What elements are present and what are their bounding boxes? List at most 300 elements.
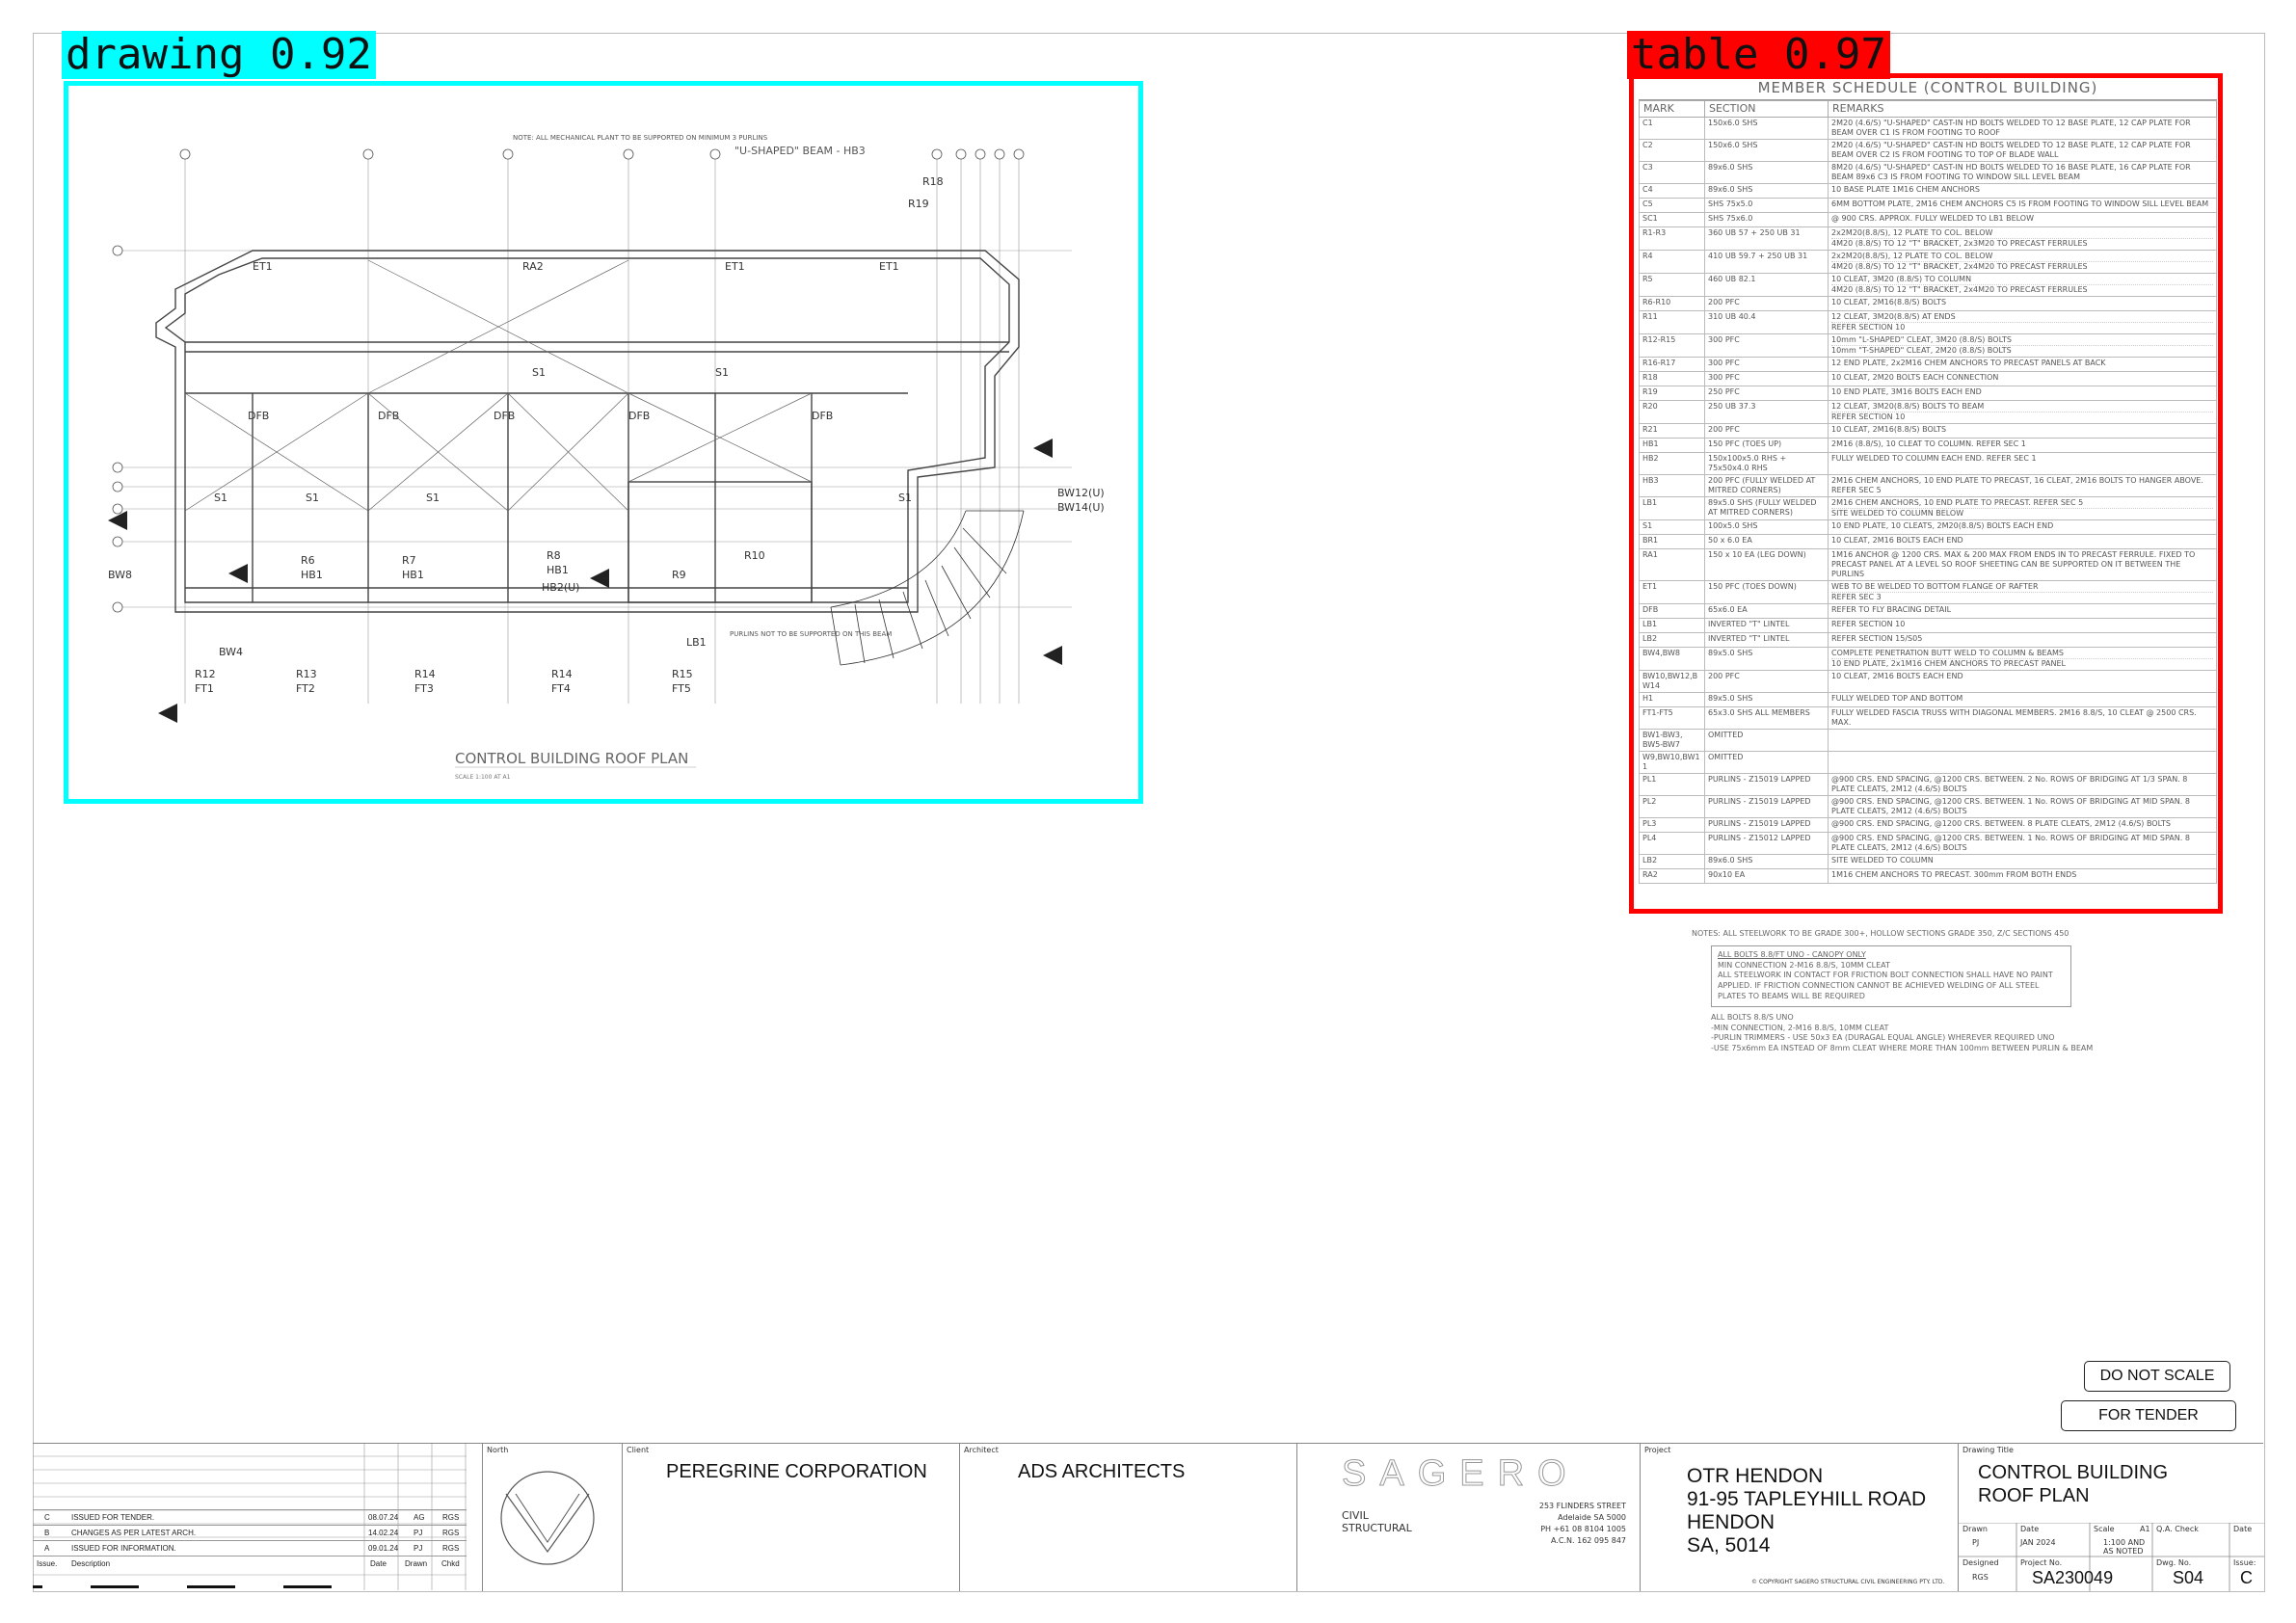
member-R13: R13 [296,668,317,680]
schedule-section: OMITTED [1705,751,1829,773]
issue-label: Issue: [2233,1558,2256,1567]
for-tender-stamp: FOR TENDER [2061,1400,2236,1431]
schedule-remarks: @900 CRS. END SPACING, @1200 CRS. BETWEEN. 1 No. ROWS OF BRIDGING AT MID SPAN. 8 PLATE CLEATS, 2M12 (4.6/S) BOLTS [1829,795,2217,817]
schedule-remarks: @900 CRS. END SPACING, @1200 CRS. BETWEEN. 1 No. ROWS OF BRIDGING AT MID SPAN. 8 PLATE CLEATS, 2M12 (4.6/S) BOLTS [1829,832,2217,854]
schedule-row [1640,618,2217,632]
schedule-row [1640,580,2217,603]
schedule-section: PURLINS - Z15019 LAPPED [1705,817,1829,832]
drawn-value: PJ [1972,1538,1980,1547]
schedule-mark: R20 [1640,400,1705,423]
schedule-row [1640,386,2217,400]
schedule-remarks [1829,400,2217,423]
schedule-section: 200 PFC [1705,670,1829,692]
member-BW14U: BW14(U) [1057,501,1105,514]
member-R8: R8 [547,549,561,562]
architect-label: Architect [964,1446,999,1454]
north-label: North [487,1446,509,1454]
schedule-row [1640,273,2217,296]
canopy-notes-box [1711,945,2071,1007]
title-block [33,1443,2263,1591]
firm-cell [1296,1444,1640,1591]
member-HB1a: HB1 [301,569,323,581]
schedule-row [1640,423,2217,438]
schedule-remarks [1829,333,2217,357]
client-label: Client [627,1446,650,1454]
schedule-row [1640,868,2217,883]
schedule-remarks: 8M20 (4.6/S) "U-SHAPED" CAST-IN HD BOLTS WELDED TO 16 BASE PLATE, 16 CAP PLATE FOR BEAM 89x6 C3 IS FROM FOOTING TO WINDOW SILL LEVEL BEAM [1829,161,2217,183]
member-BW4: BW4 [219,646,244,658]
roof-plan-drawing [69,87,1137,798]
schedule-mark: PL3 [1640,817,1705,832]
schedule-remarks: 1M16 CHEM ANCHORS TO PRECAST. 300mm FROM BOTH ENDS [1829,868,2217,883]
schedule-row [1640,706,2217,729]
member-R7: R7 [402,554,416,567]
schedule-row [1640,371,2217,386]
project-line-2: 91-95 TAPLEYHILL ROAD [1687,1488,1927,1510]
schedule-mark: R4 [1640,250,1705,273]
schedule-row [1640,438,2217,452]
scale-label: Scale [2094,1525,2115,1533]
schedule-section: SHS 75x6.0 [1705,212,1829,226]
schedule-row [1640,832,2217,854]
member-R15: R15 [672,668,693,680]
schedule-row [1640,400,2217,423]
project-no-value: SA230049 [2032,1568,2114,1587]
schedule-section: 150x6.0 SHS [1705,139,1829,161]
member-DFB1: DFB [248,410,270,422]
schedule-remarks: 10 BASE PLATE 1M16 CHEM ANCHORS [1829,183,2217,198]
drawing-detection-score: 0.92 [269,30,372,79]
schedule-section: 150 PFC (TOES UP) [1705,438,1829,452]
schedule-row [1640,212,2217,226]
project-line-1: OTR HENDON [1687,1465,1824,1487]
rev-date: 09.01.24 [368,1544,399,1553]
member-DFB2: DFB [378,410,400,422]
schedule-remarks: 2M16 (8.8/S), 10 CLEAT TO COLUMN. REFER SEC 1 [1829,438,2217,452]
schedule-section: 90x10 EA [1705,868,1829,883]
schedule-row [1640,333,2217,357]
schedule-remarks: 10 CLEAT, 2M16(8.8/S) BOLTS [1829,296,2217,310]
schedule-row [1640,647,2217,670]
schedule-remarks-main: 12 CLEAT, 3M20(8.8/S) AT ENDS [1831,311,1956,321]
canopy-line-1: MIN CONNECTION 2-M16 8.8/S, 10MM CLEAT [1718,960,1890,970]
schedule-mark: FT1-FT5 [1640,706,1705,729]
rev-desc: ISSUED FOR TENDER. [71,1513,155,1522]
schedule-row [1640,198,2217,212]
schedule-mark: HB3 [1640,474,1705,496]
rev-desc: CHANGES AS PER LATEST ARCH. [71,1529,197,1537]
schedule-remarks-extra: 4M20 (8.8/S) TO 12 "T" BRACKET, 2x4M20 TO PRECAST FERRULES [1831,261,2213,272]
schedule-mark: RA2 [1640,868,1705,883]
schedule-row [1640,773,2217,795]
schedule-remarks-main: 10 CLEAT, 3M20 (8.8/S) TO COLUMN [1831,274,1972,283]
schedule-section: 300 PFC [1705,357,1829,371]
firm-phone: PH +61 08 8104 1005 [1540,1525,1626,1533]
firm-logo: SAGERO [1342,1453,1580,1494]
table-detection-score: 0.97 [1783,30,1886,79]
member-BW8: BW8 [108,569,133,581]
schedule-section: PURLINS - Z15012 LAPPED [1705,832,1829,854]
schedule-mark: R11 [1640,310,1705,333]
schedule-mark: HB2 [1640,452,1705,474]
schedule-section: 89x6.0 SHS [1705,161,1829,183]
schedule-section: 460 UB 82.1 [1705,273,1829,296]
table-detection-class: table [1631,30,1759,79]
firm-civil: CIVIL [1342,1509,1369,1522]
schedule-section: 200 PFC (FULLY WELDED AT MITRED CORNERS) [1705,474,1829,496]
schedule-remarks-main: WEB TO BE WELDED TO BOTTOM FLANGE OF RAFTER [1831,581,2039,591]
schedule-remarks: 10 END PLATE, 10 CLEATS, 2M20(8.8/S) BOLTS EACH END [1829,519,2217,534]
firm-acn: A.C.N. 162 095 847 [1551,1536,1626,1545]
schedule-section: 250 UB 37.3 [1705,400,1829,423]
drawing-title-label: Drawing Title [1962,1446,2014,1454]
rev-chkd: RGS [442,1544,460,1553]
architect-cell [959,1444,1296,1591]
rev-issue: A [44,1544,50,1553]
schedule-row [1640,729,2217,751]
scale-value: 1:100 AND AS NOTED [2103,1538,2146,1556]
schedule-section: 89x5.0 SHS [1705,692,1829,706]
member-R14b: R14 [551,668,573,680]
schedule-remarks [1829,273,2217,296]
copyright: © COPYRIGHT SAGERO STRUCTURAL CIVIL ENGINEERING PTY. LTD. [1751,1579,1945,1585]
schedule-row [1640,250,2217,273]
schedule-remarks-extra: 4M20 (8.8/S) TO 12 "T" BRACKET, 2x4M20 TO PRECAST FERRULES [1831,284,2213,295]
schedule-section: 300 PFC [1705,371,1829,386]
drawing-title-line-2: ROOF PLAN [1978,1485,2090,1506]
schedule-remarks: 12 END PLATE, 2x2M16 CHEM ANCHORS TO PRECAST PANELS AT BACK [1829,357,2217,371]
schedule-section: PURLINS - Z15019 LAPPED [1705,795,1829,817]
schedule-row [1640,357,2217,371]
member-LB1: LB1 [686,636,707,649]
member-S1d: S1 [532,366,546,379]
schedule-row [1640,670,2217,692]
schedule-section: 89x6.0 SHS [1705,854,1829,868]
schedule-row [1640,632,2217,647]
rev-header-date: Date [370,1559,387,1568]
schedule-section: 410 UB 59.7 + 250 UB 31 [1705,250,1829,273]
schedule-row [1640,817,2217,832]
schedule-mark: RA1 [1640,548,1705,580]
schedule-remarks-extra: 4M20 (8.8/S) TO 12 "T" BRACKET, 2x3M20 TO PRECAST FERRULES [1831,238,2213,249]
schedule-remarks: 2M16 CHEM ANCHORS, 10 END PLATE TO PRECAST, 16 CLEAT, 2M16 BOLTS TO HANGER ABOVE. REFER SEC 5 [1829,474,2217,496]
notes-general: NOTES: ALL STEELWORK TO BE GRADE 300+, HOLLOW SECTIONS GRADE 350, Z/C SECTIONS 450 [1692,929,2069,938]
qa-date-label: Date [2233,1525,2253,1533]
schedule-remarks-extra: REFER SECTION 10 [1831,412,2213,422]
project-line-3: HENDON [1687,1511,1775,1533]
schedule-section: INVERTED "T" LINTEL [1705,618,1829,632]
schedule-remarks: 10 CLEAT, 2M16 BOLTS EACH END [1829,670,2217,692]
schedule-remarks: SITE WELDED TO COLUMN [1829,854,2217,868]
member-ET1b: ET1 [725,260,745,273]
schedule-mark: LB1 [1640,496,1705,519]
plan-scale: SCALE 1:100 AT A1 [455,774,511,781]
schedule-section: PURLINS - Z15019 LAPPED [1705,773,1829,795]
schedule-mark: DFB [1640,603,1705,618]
member-schedule [1639,77,2217,884]
schedule-remarks: FULLY WELDED TO COLUMN EACH END. REFER SEC 1 [1829,452,2217,474]
schedule-remarks: @900 CRS. END SPACING, @1200 CRS. BETWEEN. 8 PLATE CLEATS, 2M12 (4.6/S) BOLTS [1829,817,2217,832]
rev-date: 14.02.24 [368,1529,399,1537]
schedule-row [1640,161,2217,183]
schedule-row [1640,795,2217,817]
schedule-mark: H1 [1640,692,1705,706]
schedule-remarks [1829,647,2217,670]
project-address [1687,1465,1926,1557]
schedule-remarks: 6MM BOTTOM PLATE, 2M16 CHEM ANCHORS C5 IS FROM FOOTING TO WINDOW SILL LEVEL BEAM [1829,198,2217,212]
schedule-mark: BW4,BW8 [1640,647,1705,670]
schedule-remarks [1829,226,2217,250]
member-S1b: S1 [306,492,319,504]
client-name: PEREGRINE CORPORATION [666,1461,927,1482]
member-DFB3: DFB [494,410,516,422]
date-value: JAN 2024 [2020,1538,2056,1547]
schedule-remarks: 2M20 (4.6/S) "U-SHAPED" CAST-IN HD BOLTS WELDED TO 12 BASE PLATE, 12 CAP PLATE FOR BEAM OVER C1 IS FROM FOOTING TO ROOF [1829,117,2217,139]
rev-issue: C [44,1513,50,1522]
member-FT5: FT5 [672,682,691,695]
north-cell [482,1444,622,1591]
schedule-section: SHS 75x5.0 [1705,198,1829,212]
schedule-mark: R16-R17 [1640,357,1705,371]
dwg-no-value: S04 [2173,1568,2204,1587]
schedule-mark: LB2 [1640,854,1705,868]
schedule-mark: W9,BW10,BW11 [1640,751,1705,773]
schedule-row [1640,548,2217,580]
drawing-title-line-1: CONTROL BUILDING [1978,1462,2169,1483]
member-R10: R10 [744,549,765,562]
notes-line-2: -MIN CONNECTION, 2-M16 8.8/S, 10MM CLEAT [1711,1023,1889,1032]
sheet-size: A1 [2140,1525,2150,1533]
schedule-remarks-main: 10mm "L-SHAPED" CLEAT, 3M20 (8.8/S) BOLTS [1831,334,2012,344]
beam-label: "U-SHAPED" BEAM - HB3 [734,145,866,157]
member-R12: R12 [195,668,216,680]
schedule-remarks: 1M16 ANCHOR @ 1200 CRS. MAX & 200 MAX FROM ENDS IN TO PRECAST FERRULE. FIXED TO PRECAST PANEL AT A LEVEL SO ROOF SHEETING CAN BE SUPPORTED ON IT BETWEEN THE PURLINS [1829,548,2217,580]
member-ET1: ET1 [253,260,273,273]
schedule-mark: LB1 [1640,618,1705,632]
notes-line-4: -USE 75x6mm EA INSTEAD OF 8mm CLEAT WHERE MORE THAN 100mm BETWEEN PURLIN & BEAM [1711,1044,2094,1053]
schedule-remarks: 10 CLEAT, 2M16 BOLTS EACH END [1829,534,2217,548]
schedule-mark: SC1 [1640,212,1705,226]
schedule-remarks: @ 900 CRS. APPROX. FULLY WELDED TO LB1 BELOW [1829,212,2217,226]
north-arrow-icon [494,1465,601,1571]
drawing-title-cell [1958,1444,2263,1591]
schedule-remarks [1829,751,2217,773]
member-DFB5: DFB [812,410,834,422]
schedule-mark: BW10,BW12,BW14 [1640,670,1705,692]
table-detection-label [1627,31,1890,79]
schedule-remarks [1829,250,2217,273]
member-R6: R6 [301,554,315,567]
rev-header-issue: Issue. [37,1559,58,1568]
schedule-section: 65x6.0 EA [1705,603,1829,618]
schedule-remarks [1829,496,2217,519]
drawn-label: Drawn [1962,1525,1988,1533]
schedule-remarks-extra: 10mm "T-SHAPED" CLEAT, 2M20 (8.8/S) BOLTS [1831,345,2213,356]
schedule-section: 150 x 10 EA (LEG DOWN) [1705,548,1829,580]
rev-issue: B [44,1529,50,1537]
mech-note: NOTE: ALL MECHANICAL PLANT TO BE SUPPORTED ON MINIMUM 3 PURLINS [513,134,768,142]
schedule-mark: C4 [1640,183,1705,198]
rev-drawn: PJ [414,1529,423,1537]
schedule-mark: PL1 [1640,773,1705,795]
rev-header-drawn: Drawn [405,1559,428,1568]
schedule-remarks-extra: 10 END PLATE, 2x1M16 CHEM ANCHORS TO PRECAST PANEL [1831,658,2213,669]
member-R14a: R14 [414,668,436,680]
schedule-section: 250 PFC [1705,386,1829,400]
schedule-section: OMITTED [1705,729,1829,751]
designed-label: Designed [1962,1558,1999,1567]
schedule-remarks-extra: SITE WELDED TO COLUMN BELOW [1831,508,2213,519]
schedule-remarks-main: 2M16 CHEM ANCHORS, 10 END PLATE TO PRECAST. REFER SEC 5 [1831,497,2084,507]
member-R9: R9 [672,569,686,581]
member-R19: R19 [908,198,929,210]
schedule-remarks: REFER TO FLY BRACING DETAIL [1829,603,2217,618]
schedule-remarks: @900 CRS. END SPACING, @1200 CRS. BETWEEN. 2 No. ROWS OF BRIDGING AT 1/3 SPAN. 8 PLATE CLEATS, 2M12 (4.6/S) BOLTS [1829,773,2217,795]
member-FT2: FT2 [296,682,315,695]
canopy-line-2: ALL STEELWORK IN CONTACT FOR FRICTION BOLT CONNECTION SHALL HAVE NO PAINT APPLIED. IF FRICTION CONNECTION CANNOT BE ACHIEVED WELDING OF ALL STEEL PLATES TO BEAMS WILL BE REQUIRED [1718,971,2053,1000]
schedule-section: 360 UB 57 + 250 UB 31 [1705,226,1829,250]
schedule-section: 150x6.0 SHS [1705,117,1829,139]
drawing-detection-class: drawing [66,30,245,79]
member-BW12U: BW12(U) [1057,487,1105,499]
notes-line-1: ALL BOLTS 8.8/S UNO [1711,1012,1794,1022]
member-HB2U: HB2(U) [542,581,580,594]
member-S1c: S1 [426,492,440,504]
member-S1e: S1 [715,366,729,379]
schedule-title: MEMBER SCHEDULE (CONTROL BUILDING) [1639,77,2217,100]
schedule-remarks: FULLY WELDED TOP AND BOTTOM [1829,692,2217,706]
schedule-remarks [1829,310,2217,333]
schedule-row [1640,452,2217,474]
schedule-row [1640,226,2217,250]
schedule-mark: R5 [1640,273,1705,296]
schedule-mark: R6-R10 [1640,296,1705,310]
schedule-section: 150 PFC (TOES DOWN) [1705,580,1829,603]
schedule-remarks: 10 CLEAT, 2M20 BOLTS EACH CONNECTION [1829,371,2217,386]
schedule-remarks: 10 CLEAT, 2M16(8.8/S) BOLTS [1829,423,2217,438]
schedule-remarks: REFER SECTION 15/S05 [1829,632,2217,647]
member-S1a: S1 [214,492,227,504]
rev-drawn: AG [414,1513,425,1522]
member-ET1c: ET1 [879,260,899,273]
plan-title: CONTROL BUILDING ROOF PLAN [455,750,689,767]
schedule-row [1640,310,2217,333]
schedule-section: 89x5.0 SHS [1705,647,1829,670]
schedule-mark: R18 [1640,371,1705,386]
schedule-mark: C3 [1640,161,1705,183]
rev-header-chkd: Chkd [441,1559,460,1568]
schedule-mark: C5 [1640,198,1705,212]
schedule-mark: LB2 [1640,632,1705,647]
schedule-row [1640,139,2217,161]
header-mark: MARK [1640,100,1705,117]
schedule-mark: R12-R15 [1640,333,1705,357]
schedule-row [1640,534,2217,548]
do-not-scale-stamp: DO NOT SCALE [2084,1361,2230,1392]
member-FT4: FT4 [551,682,571,695]
schedule-section: 65x3.0 SHS ALL MEMBERS [1705,706,1829,729]
schedule-remarks-main: COMPLETE PENETRATION BUTT WELD TO COLUMN & BEAMS [1831,648,2064,657]
schedule-remarks-main: 2x2M20(8.8/S), 12 PLATE TO COL. BELOW [1831,227,1993,237]
date-label: Date [2020,1525,2040,1533]
schedule-table [1639,100,2217,884]
schedule-header-row [1640,100,2217,117]
schedule-remarks-main: 12 CLEAT, 3M20(8.8/S) BOLTS TO BEAM [1831,401,1985,411]
schedule-row [1640,854,2217,868]
schedule-remarks [1829,729,2217,751]
header-remarks: REMARKS [1829,100,2217,117]
schedule-mark: R1-R3 [1640,226,1705,250]
issue-value: C [2240,1568,2253,1587]
schedule-section: 89x6.0 SHS [1705,183,1829,198]
schedule-mark: C2 [1640,139,1705,161]
rev-chkd: RGS [442,1513,460,1522]
schedule-remarks: 10 END PLATE, 3M16 BOLTS EACH END [1829,386,2217,400]
project-label: Project [1644,1446,1671,1454]
member-FT3: FT3 [414,682,434,695]
purlin-note-small: PURLINS NOT TO BE SUPPORTED ON THIS BEAM [730,630,893,638]
rev-chkd: RGS [442,1529,460,1537]
schedule-mark: BR1 [1640,534,1705,548]
member-HB1c: HB1 [547,564,569,576]
qa-check-label: Q.A. Check [2156,1525,2199,1533]
schedule-mark: ET1 [1640,580,1705,603]
schedule-mark: HB1 [1640,438,1705,452]
architect-name: ADS ARCHITECTS [1018,1461,1186,1482]
schedule-remarks [1829,580,2217,603]
schedule-mark: PL4 [1640,832,1705,854]
canopy-title: ALL BOLTS 8.8/FT UNO - CANOPY ONLY [1718,949,1866,959]
schedule-mark: PL2 [1640,795,1705,817]
schedule-remarks-extra: REFER SEC 3 [1831,592,2213,602]
schedule-row [1640,296,2217,310]
project-line-4: SA, 5014 [1687,1534,1771,1556]
firm-address-2: Adelaide SA 5000 [1558,1513,1626,1522]
client-cell [622,1444,959,1591]
firm-structural: STRUCTURAL [1342,1522,1412,1534]
schedule-section: 150x100x5.0 RHS + 75x50x4.0 RHS [1705,452,1829,474]
firm-address-1: 253 FLINDERS STREET [1538,1502,1626,1510]
member-S1f: S1 [898,492,912,504]
schedule-mark: R19 [1640,386,1705,400]
member-RA2: RA2 [522,260,544,273]
schedule-mark: BW1-BW3, BW5-BW7 [1640,729,1705,751]
schedule-mark: R21 [1640,423,1705,438]
schedule-remarks-extra: REFER SECTION 10 [1831,322,2213,333]
schedule-remarks-main: 2x2M20(8.8/S), 12 PLATE TO COL. BELOW [1831,251,1993,260]
notes-line-3: -PURLIN TRIMMERS - USE 50x3 EA (DURAGAL EQUAL ANGLE) WHEREVER REQUIRED UNO [1711,1033,2055,1043]
schedule-row [1640,117,2217,139]
schedule-section: 310 UB 40.4 [1705,310,1829,333]
rev-header-desc: Description [71,1559,111,1568]
general-notes [1692,929,2231,1054]
member-R18: R18 [922,175,944,188]
schedule-row [1640,496,2217,519]
schedule-row [1640,603,2217,618]
schedule-row [1640,183,2217,198]
designed-value: RGS [1972,1573,1989,1582]
schedule-row [1640,474,2217,496]
schedule-remarks: FULLY WELDED FASCIA TRUSS WITH DIAGONAL MEMBERS. 2M16 8.8/S, 10 CLEAT @ 2500 CRS. MAX. [1829,706,2217,729]
schedule-section: INVERTED "T" LINTEL [1705,632,1829,647]
schedule-row [1640,519,2217,534]
member-HB1b: HB1 [402,569,424,581]
schedule-section: 200 PFC [1705,296,1829,310]
rev-drawn: PJ [414,1544,423,1553]
schedule-remarks: REFER SECTION 10 [1829,618,2217,632]
schedule-section: 200 PFC [1705,423,1829,438]
schedule-remarks: 2M20 (4.6/S) "U-SHAPED" CAST-IN HD BOLTS WELDED TO 12 BASE PLATE, 12 CAP PLATE FOR BEAM OVER C2 IS FROM FOOTING TO TOP OF BLADE WALL [1829,139,2217,161]
